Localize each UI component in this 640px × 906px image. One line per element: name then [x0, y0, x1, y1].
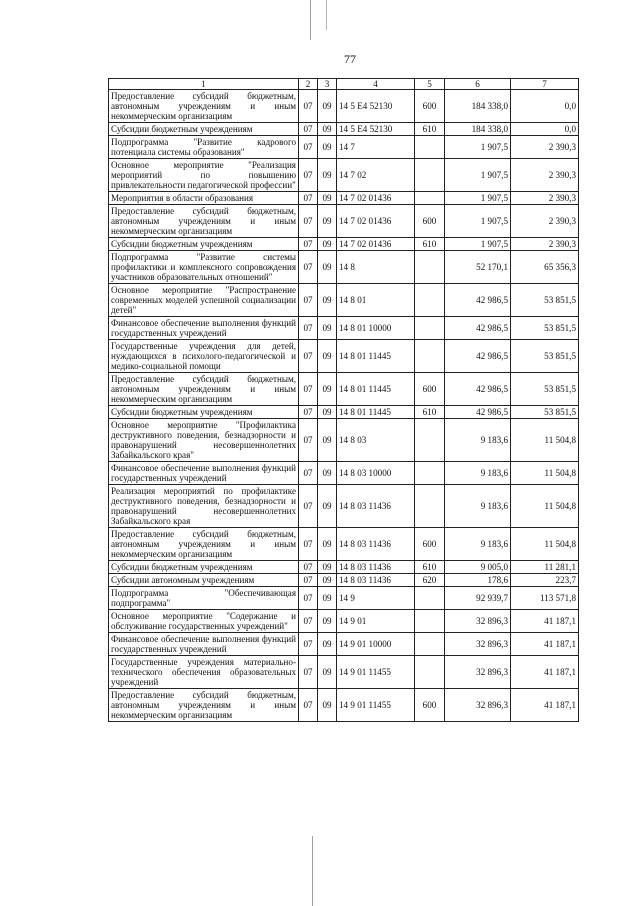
- target-article-cell: 14 5 E4 52130: [337, 123, 415, 136]
- page-number: 77: [344, 52, 356, 66]
- target-article-cell: 14 9 01: [337, 610, 415, 633]
- expense-type-cell: 600: [415, 90, 445, 123]
- subsection-code-cell: 09: [318, 485, 337, 528]
- amount-year1-cell: 32 896,3: [445, 633, 511, 656]
- budget-table: [108, 78, 579, 722]
- table-row: [109, 528, 579, 561]
- amount-year2-cell: 11 504,8: [511, 528, 579, 561]
- amount-year2-cell: 2 390,3: [511, 192, 579, 205]
- amount-year1-cell: 178,6: [445, 574, 511, 587]
- header-row: [109, 79, 579, 90]
- section-code-cell: 07: [299, 406, 318, 419]
- amount-year1-cell: 42 986,5: [445, 340, 511, 373]
- row-name-cell: Предоставление субсидий бюджетным, автономным учреждениям и иным некоммерческим организациям: [109, 373, 299, 406]
- subsection-code-cell: 09: [318, 238, 337, 251]
- table-row: [109, 192, 579, 205]
- target-article-cell: 14 8 03: [337, 419, 415, 462]
- table-row: [109, 610, 579, 633]
- subsection-code-cell: 09: [318, 317, 337, 340]
- amount-year2-cell: 0,0: [511, 123, 579, 136]
- section-code-cell: 07: [299, 340, 318, 373]
- row-name-cell: Государственные учреждения материально-технического обеспечения образовательных учреждений: [109, 656, 299, 689]
- column-header-5: 5: [415, 79, 445, 90]
- column-header-7: 7: [511, 79, 579, 90]
- subsection-code-cell: 09: [318, 251, 337, 284]
- section-code-cell: 07: [299, 462, 318, 485]
- amount-year1-cell: 1 907,5: [445, 238, 511, 251]
- amount-year1-cell: 1 907,5: [445, 159, 511, 192]
- row-name-cell: Основное мероприятие "Реализация мероприятий по повышению привлекательности педагогической профессии": [109, 159, 299, 192]
- scan-artifact-line: [326, 0, 327, 30]
- row-name-cell: Финансовое обеспечение выполнения функций государственных учреждений: [109, 462, 299, 485]
- amount-year2-cell: 53 851,5: [511, 284, 579, 317]
- target-article-cell: 14 8: [337, 251, 415, 284]
- section-code-cell: 07: [299, 633, 318, 656]
- section-code-cell: 07: [299, 587, 318, 610]
- amount-year2-cell: 53 851,5: [511, 317, 579, 340]
- section-code-cell: 07: [299, 528, 318, 561]
- table-row: [109, 136, 579, 159]
- subsection-code-cell: 09: [318, 159, 337, 192]
- subsection-code-cell: 09: [318, 123, 337, 136]
- amount-year2-cell: 2 390,3: [511, 205, 579, 238]
- subsection-code-cell: 09: [318, 633, 337, 656]
- section-code-cell: 07: [299, 238, 318, 251]
- target-article-cell: 14 7 02 01436: [337, 192, 415, 205]
- section-code-cell: 07: [299, 419, 318, 462]
- table-row: [109, 205, 579, 238]
- section-code-cell: 07: [299, 136, 318, 159]
- amount-year1-cell: 32 896,3: [445, 689, 511, 722]
- target-article-cell: 14 8 01: [337, 284, 415, 317]
- subsection-code-cell: 09: [318, 689, 337, 722]
- amount-year2-cell: 11 504,8: [511, 485, 579, 528]
- amount-year2-cell: 11 281,1: [511, 561, 579, 574]
- target-article-cell: 14 5 E4 52130: [337, 90, 415, 123]
- row-name-cell: Основное мероприятие "Содержание и обслуживание государственных учреждений": [109, 610, 299, 633]
- amount-year1-cell: 9 183,6: [445, 485, 511, 528]
- subsection-code-cell: 09: [318, 90, 337, 123]
- target-article-cell: 14 9 01 10000: [337, 633, 415, 656]
- expense-type-cell: [415, 317, 445, 340]
- expense-type-cell: 600: [415, 528, 445, 561]
- table-row: [109, 251, 579, 284]
- scan-artifact-line: [312, 836, 313, 906]
- row-name-cell: Подпрограмма "Развитие системы профилактики и комплексного сопровождения участников образовательных отношений": [109, 251, 299, 284]
- target-article-cell: 14 7: [337, 136, 415, 159]
- row-name-cell: Субсидии бюджетным учреждениям: [109, 238, 299, 251]
- amount-year1-cell: 1 907,5: [445, 205, 511, 238]
- subsection-code-cell: 09: [318, 205, 337, 238]
- amount-year2-cell: 0,0: [511, 90, 579, 123]
- amount-year1-cell: 9 183,6: [445, 462, 511, 485]
- table-row: [109, 373, 579, 406]
- expense-type-cell: [415, 462, 445, 485]
- table-header: [109, 79, 579, 90]
- table-row: [109, 485, 579, 528]
- expense-type-cell: 620: [415, 574, 445, 587]
- section-code-cell: 07: [299, 251, 318, 284]
- expense-type-cell: 600: [415, 205, 445, 238]
- row-name-cell: Предоставление субсидий бюджетным, автономным учреждениям и иным некоммерческим организациям: [109, 205, 299, 238]
- subsection-code-cell: 09: [318, 656, 337, 689]
- target-article-cell: 14 8 01 11445: [337, 373, 415, 406]
- target-article-cell: 14 8 01 10000: [337, 317, 415, 340]
- target-article-cell: 14 7 02: [337, 159, 415, 192]
- row-name-cell: Предоставление субсидий бюджетным, автономным учреждениям и иным некоммерческим организациям: [109, 90, 299, 123]
- amount-year1-cell: 1 907,5: [445, 192, 511, 205]
- subsection-code-cell: 09: [318, 574, 337, 587]
- subsection-code-cell: 09: [318, 587, 337, 610]
- amount-year2-cell: 41 187,1: [511, 610, 579, 633]
- table-row: [109, 90, 579, 123]
- table-row: [109, 561, 579, 574]
- table-row: [109, 340, 579, 373]
- expense-type-cell: [415, 284, 445, 317]
- subsection-code-cell: 09: [318, 284, 337, 317]
- amount-year2-cell: 2 390,3: [511, 159, 579, 192]
- section-code-cell: 07: [299, 561, 318, 574]
- amount-year2-cell: 113 571,8: [511, 587, 579, 610]
- target-article-cell: 14 8 03 10000: [337, 462, 415, 485]
- target-article-cell: 14 8 01 11445: [337, 340, 415, 373]
- amount-year1-cell: 9 183,6: [445, 528, 511, 561]
- row-name-cell: Подпрограмма "Развитие кадрового потенциала системы образования": [109, 136, 299, 159]
- amount-year2-cell: 2 390,3: [511, 136, 579, 159]
- row-name-cell: Предоставление субсидий бюджетным, автономным учреждениям и иным некоммерческим организациям: [109, 528, 299, 561]
- row-name-cell: Государственные учреждения для детей, нуждающихся в психолого-педагогической и медико-социальной помощи: [109, 340, 299, 373]
- row-name-cell: Финансовое обеспечение выполнения функций государственных учреждений: [109, 633, 299, 656]
- table-row: [109, 689, 579, 722]
- expense-type-cell: [415, 656, 445, 689]
- expense-type-cell: [415, 419, 445, 462]
- target-article-cell: 14 9 01 11455: [337, 656, 415, 689]
- subsection-code-cell: 09: [318, 462, 337, 485]
- target-article-cell: 14 9 01 11455: [337, 689, 415, 722]
- target-article-cell: 14 7 02 01436: [337, 238, 415, 251]
- column-header-1: 1: [109, 79, 299, 90]
- subsection-code-cell: 09: [318, 419, 337, 462]
- section-code-cell: 07: [299, 574, 318, 587]
- amount-year2-cell: 223,7: [511, 574, 579, 587]
- column-header-6: 6: [445, 79, 511, 90]
- amount-year2-cell: 41 187,1: [511, 689, 579, 722]
- column-header-2: 2: [299, 79, 318, 90]
- amount-year2-cell: 65 356,3: [511, 251, 579, 284]
- section-code-cell: 07: [299, 485, 318, 528]
- amount-year1-cell: 184 338,0: [445, 123, 511, 136]
- expense-type-cell: 610: [415, 561, 445, 574]
- section-code-cell: 07: [299, 192, 318, 205]
- table-row: [109, 574, 579, 587]
- table-row: [109, 633, 579, 656]
- amount-year1-cell: 1 907,5: [445, 136, 511, 159]
- subsection-code-cell: 09: [318, 136, 337, 159]
- expense-type-cell: 610: [415, 406, 445, 419]
- amount-year1-cell: 42 986,5: [445, 406, 511, 419]
- section-code-cell: 07: [299, 123, 318, 136]
- expense-type-cell: 610: [415, 123, 445, 136]
- table-row: [109, 317, 579, 340]
- table-row: [109, 587, 579, 610]
- expense-type-cell: [415, 340, 445, 373]
- table-row: [109, 656, 579, 689]
- amount-year2-cell: 53 851,5: [511, 406, 579, 419]
- section-code-cell: 07: [299, 373, 318, 406]
- table-row: [109, 419, 579, 462]
- table-row: [109, 159, 579, 192]
- target-article-cell: 14 7 02 01436: [337, 205, 415, 238]
- amount-year2-cell: 41 187,1: [511, 633, 579, 656]
- expense-type-cell: 600: [415, 373, 445, 406]
- expense-type-cell: [415, 610, 445, 633]
- row-name-cell: Финансовое обеспечение выполнения функций государственных учреждений: [109, 317, 299, 340]
- subsection-code-cell: 09: [318, 406, 337, 419]
- row-name-cell: Субсидии автономным учреждениям: [109, 574, 299, 587]
- table-body: [109, 90, 579, 722]
- subsection-code-cell: 09: [318, 528, 337, 561]
- column-header-3: 3: [318, 79, 337, 90]
- amount-year1-cell: 42 986,5: [445, 373, 511, 406]
- amount-year1-cell: 42 986,5: [445, 284, 511, 317]
- section-code-cell: 07: [299, 90, 318, 123]
- expense-type-cell: [415, 251, 445, 284]
- expense-type-cell: [415, 485, 445, 528]
- section-code-cell: 07: [299, 610, 318, 633]
- amount-year2-cell: 53 851,5: [511, 373, 579, 406]
- subsection-code-cell: 09: [318, 340, 337, 373]
- amount-year1-cell: 32 896,3: [445, 656, 511, 689]
- table-row: [109, 123, 579, 136]
- target-article-cell: 14 8 03 11436: [337, 485, 415, 528]
- amount-year1-cell: 32 896,3: [445, 610, 511, 633]
- section-code-cell: 07: [299, 284, 318, 317]
- column-header-4: 4: [337, 79, 415, 90]
- subsection-code-cell: 09: [318, 610, 337, 633]
- target-article-cell: 14 9: [337, 587, 415, 610]
- amount-year2-cell: 11 504,8: [511, 462, 579, 485]
- row-name-cell: Субсидии бюджетным учреждениям: [109, 406, 299, 419]
- expense-type-cell: [415, 192, 445, 205]
- row-name-cell: Субсидии бюджетным учреждениям: [109, 561, 299, 574]
- section-code-cell: 07: [299, 656, 318, 689]
- row-name-cell: Мероприятия в области образования: [109, 192, 299, 205]
- amount-year1-cell: 92 939,7: [445, 587, 511, 610]
- expense-type-cell: [415, 159, 445, 192]
- section-code-cell: 07: [299, 317, 318, 340]
- row-name-cell: Субсидии бюджетным учреждениям: [109, 123, 299, 136]
- amount-year2-cell: 53 851,5: [511, 340, 579, 373]
- row-name-cell: Предоставление субсидий бюджетным, автономным учреждениям и иным некоммерческим организациям: [109, 689, 299, 722]
- target-article-cell: 14 8 03 11436: [337, 561, 415, 574]
- row-name-cell: Основное мероприятие "Распространение современных моделей успешной социализации детей": [109, 284, 299, 317]
- amount-year2-cell: 11 504,8: [511, 419, 579, 462]
- amount-year1-cell: 52 170,1: [445, 251, 511, 284]
- row-name-cell: Реализация мероприятий по профилактике деструктивного поведения, безнадзорности и правонарушений несовершеннолетних Забайкальского края: [109, 485, 299, 528]
- expense-type-cell: [415, 633, 445, 656]
- table-row: [109, 238, 579, 251]
- section-code-cell: 07: [299, 205, 318, 238]
- target-article-cell: 14 8 03 11436: [337, 528, 415, 561]
- table-row: [109, 462, 579, 485]
- subsection-code-cell: 09: [318, 561, 337, 574]
- table-row: [109, 284, 579, 317]
- scan-artifact-line: [310, 0, 311, 40]
- expense-type-cell: [415, 587, 445, 610]
- target-article-cell: 14 8 03 11436: [337, 574, 415, 587]
- section-code-cell: 07: [299, 689, 318, 722]
- amount-year2-cell: 41 187,1: [511, 656, 579, 689]
- subsection-code-cell: 09: [318, 373, 337, 406]
- expense-type-cell: 600: [415, 689, 445, 722]
- amount-year1-cell: 9 183,6: [445, 419, 511, 462]
- subsection-code-cell: 09: [318, 192, 337, 205]
- amount-year1-cell: 9 005,0: [445, 561, 511, 574]
- row-name-cell: Основное мероприятие "Профилактика деструктивного поведения, безнадзорности и правонарушений несовершеннолетних Забайкальского края": [109, 419, 299, 462]
- target-article-cell: 14 8 01 11445: [337, 406, 415, 419]
- section-code-cell: 07: [299, 159, 318, 192]
- amount-year1-cell: 184 338,0: [445, 90, 511, 123]
- amount-year2-cell: 2 390,3: [511, 238, 579, 251]
- expense-type-cell: [415, 136, 445, 159]
- expense-type-cell: 610: [415, 238, 445, 251]
- amount-year1-cell: 42 986,5: [445, 317, 511, 340]
- table-row: [109, 406, 579, 419]
- row-name-cell: Подпрограмма "Обеспечивающая подпрограмма": [109, 587, 299, 610]
